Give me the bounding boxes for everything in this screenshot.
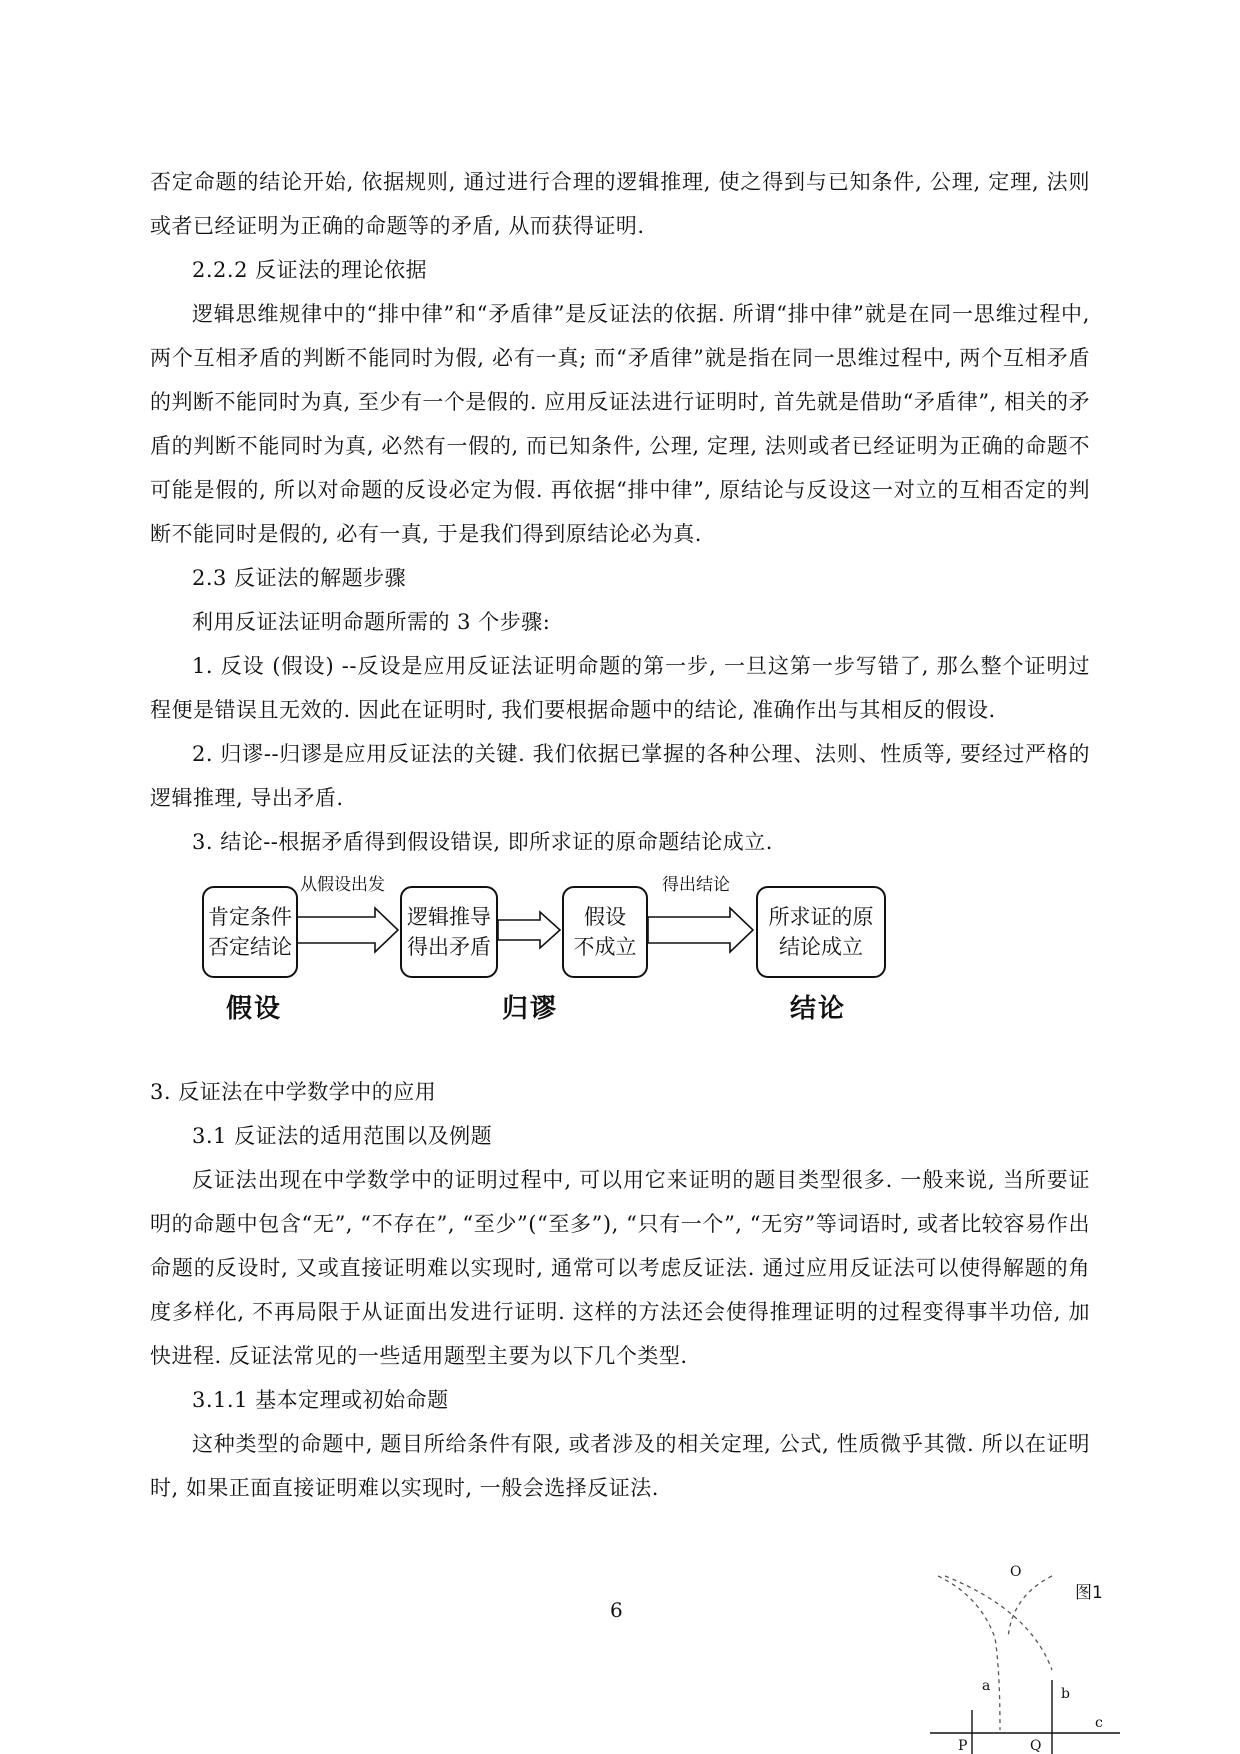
step-label-assume: 假设 [226,994,283,1024]
dashed-arc-right [1008,1576,1052,1638]
paragraph: 逻辑思维规律中的“排中律”和“矛盾律”是反证法的依据. 所谓“排中律”就是在同一思维过程中, 两个互相矛盾的判断不能同时为假, 必有一真; 而“矛盾律”就是指在同一思维过程中, 两个互相矛盾的判断不能同时为真, 至少有一个是假的. 应用反证法进行证明时, 首先就是借助“矛盾律”, 相关的矛盾的判断不能同时为真, 必然有一假的, 而已知条件, 公理, 定理, 法则或者已经证明为正确的命题不可能是假的, 所以对命题的反设必定为假. 再依据“排中律”, 原结论与反设这一对立的互相否定的判断不能同时是假的, 必有一真, 于是我们得到原结论必为真. [150,302,1090,546]
flow-diagram [150,870,1090,1060]
page-number: 6 [610,1598,623,1622]
paragraph: 否定命题的结论开始, 依据规则, 通过进行合理的逻辑推理, 使之得到与已知条件, 公理, 定理, 法则或者已经证明为正确的命题等的矛盾, 从而获得证明. [150,170,1090,238]
arrow-label-1: 从假设出发 [300,875,385,895]
flow-box-text: 否定结论 [208,935,292,959]
arrow-1 [295,908,398,952]
paragraph: 利用反证法证明命题所需的 3 个步骤: [192,610,551,634]
flow-box-reasoning [400,886,498,978]
label-P: P [958,1738,968,1754]
paragraph: 反证法出现在中学数学中的证明过程中, 可以用它来证明的题目类型很多. 一般来说, 当所要证明的命题中包含“无”, “不存在”, “至少”(“至多”), “只有一个”, “无穷”等词语时, 或者比较容易作出命题的反设时, 又或直接证明难以实现时, 通常可以考虑反证法. 通过应用反证法可以使得解题的角度多样化, 不再局限于从证面出发进行证明. 这样的方法还会使得推理证明的过程变得事半功倍, 加快进程. 反证法常见的一些适用题型主要为以下几个类型. [150,1168,1090,1368]
flow-box-assumption-false [562,886,648,978]
step-label-conclude: 结论 [790,994,847,1024]
geometry-figure [930,1560,1120,1754]
label-b: b [1061,1686,1070,1702]
section-heading: 2.3 反证法的解题步骤 [192,566,407,590]
section-heading: 2.2.2 反证法的理论依据 [192,258,428,282]
arrow-label-2: 得出结论 [662,875,730,895]
paragraph: 1. 反设 (假设) --反设是应用反证法证明命题的第一步, 一旦这第一步写错了, 那么整个证明过程便是错误且无效的. 因此在证明时, 我们要根据命题中的结论, 准确作出与其相反的假设. [150,654,1090,722]
label-a: a [982,1678,991,1694]
paragraph: 这种类型的命题中, 题目所给条件有限, 或者涉及的相关定理, 公式, 性质微乎其微. 所以在证明时, 如果正面直接证明难以实现时, 一般会选择反证法. [150,1432,1090,1500]
paragraph: 3. 结论--根据矛盾得到假设错误, 即所求证的原命题结论成立. [192,830,773,854]
section-heading: 3. 反证法在中学数学中的应用 [150,1080,437,1104]
label-c: c [1095,1715,1103,1731]
step-label-contradiction: 归谬 [502,994,559,1024]
arrow-3 [648,908,753,952]
body-text [150,160,1090,1510]
flow-box-text: 逻辑推导 [407,905,491,929]
section-heading: 3.1 反证法的适用范围以及例题 [192,1124,493,1148]
flow-box-text: 得出矛盾 [407,935,491,959]
flow-box-text: 假设 [584,905,626,929]
flow-box-premise [202,886,298,978]
flow-box-text: 结论成立 [779,935,863,959]
label-O: O [1010,1564,1022,1580]
figure-title: 图1 [1075,1583,1103,1603]
flow-box-text: 肯定条件 [208,905,292,929]
section-heading: 3.1.1 基本定理或初始命题 [192,1388,449,1412]
arrow-2 [498,912,560,948]
flow-box-conclusion [756,886,886,978]
paragraph: 2. 归谬--归谬是应用反证法的关键. 我们依据已掌握的各种公理、法则、性质等, 要经过严格的逻辑推理, 导出矛盾. [150,742,1090,810]
flow-box-text: 所求证的原 [768,905,874,929]
label-Q: Q [1030,1738,1042,1754]
flow-box-text: 不成立 [573,935,637,959]
